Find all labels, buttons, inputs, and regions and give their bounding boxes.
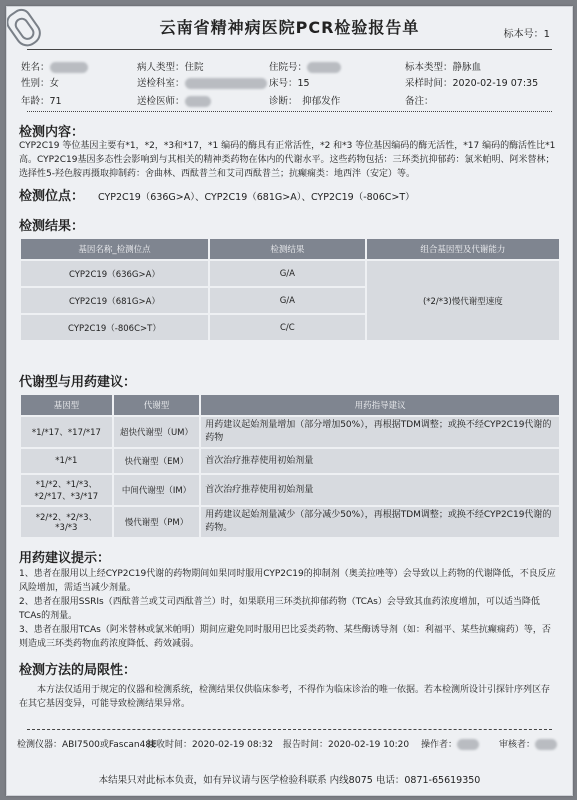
report-page [6,6,573,796]
report-time: 报告时间：2020-02-19 10:20 [283,740,410,750]
results-header-result: 检测结果 [210,239,365,259]
section-metab-title: 代谢型与用药建议： [19,375,137,390]
table-row [21,507,559,537]
patient-sex: 性别：女 [21,78,60,89]
metab-genotype: *1/*2、*1/*3、*2/*17、*3/*17 [21,475,112,505]
metab-advice: 用药建议起始剂量增加（部分增加50%），再根据TDM调整；或换不经CYP2C19代谢的药物 [201,417,559,447]
diagnosis: 诊断： 抑郁发作 [269,96,341,107]
metab-type: 慢代谢型（PM） [114,507,199,537]
table-row [21,449,559,473]
sites-text: CYP2C19（636G>A）、CYP2C19（681G>A）、CYP2C19（-806C>T） [98,192,415,203]
results-header-site: 基因名称_检测位点 [21,239,208,259]
results-site: CYP2C19（681G>A） [21,288,208,313]
metab-header-type: 代谢型 [114,395,199,415]
metab-genotype: *1/*1 [21,449,112,473]
results-value: G/A [210,288,365,313]
results-combined-genotype: (*2/*3)慢代谢型速度 [367,261,559,340]
metab-advice: 首次治疗推荐使用初始剂量 [201,449,559,473]
results-header-combined: 组合基因型及代谢能力 [367,239,559,259]
info-divider [27,111,552,112]
footer-note: 本结果只对此标本负责，如有异议请与医学检验科联系 内线8075 电话：0871-65619350 [98,775,481,786]
metab-advice: 用药建议起始剂量减少（部分减少50%），再根据TDM调整；或换不经CYP2C19代谢的药物。 [201,507,559,537]
footer-divider [27,729,552,730]
collect-time: 采样时间：2020-02-19 07:35 [405,78,539,89]
remark: 备注： [405,96,434,107]
reviewer: 审核者： [499,737,557,750]
metab-advice: 首次治疗推荐使用初始剂量 [201,475,559,505]
section-results-title: 检测结果： [19,219,85,234]
section-sites-title: 检测位点： CYP2C19（636G>A）、CYP2C19（681G>A）、CYP2C19（-806C>T） [19,189,415,204]
metab-header-row [21,395,559,415]
results-site: CYP2C19（-806C>T） [21,315,208,340]
header-divider [27,49,552,50]
results-site: CYP2C19（636G>A） [21,261,208,286]
sending-department: 送检科室： [137,75,267,89]
metab-genotype: *2/*2、*2/*3、*3/*3 [21,507,112,537]
report-title: 云南省精神病医院PCR检验报告单 [159,18,420,37]
metab-type: 超快代谢型（UM） [114,417,199,447]
bed-number: 床号：15 [269,78,310,89]
advice-item-1: 1、患者在服用以上经CYP2C19代谢的药物期间如果同时服用CYP2C19的抑制剂（奥美拉唑等）会导致以上药物的代谢降低，不良反应风险增加，需适当减少剂量。 [19,569,556,593]
metab-type: 中间代谢型（IM） [114,475,199,505]
table-row [21,417,559,447]
patient-name: 姓名： [21,59,88,73]
limit-paragraph: 本方法仅适用于规定的仪器和检测系统，检测结果仅供临床参考，不得作为临床诊治的唯一依据。若本检测所设计引探针序列区存在其它基因变异，可能导致检测结果异常。 [19,685,551,709]
advice-item-3: 3、患者在服用TCAs（阿米替林或氯米帕明）期间应避免同时服用巴比妥类药物、某些酶诱导剂（如：利福平、某些抗癫痫药）等，否则造成三环类药物血药浓度降低、药效减弱。 [19,625,551,649]
results-table [19,237,561,342]
section-limit-title: 检测方法的局限性： [19,663,137,678]
patient-type: 病人类型：住院 [137,62,204,73]
metab-genotype: *1/*17、*17/*17 [21,417,112,447]
sample-type: 标本类型：静脉血 [405,62,482,73]
results-header-row [21,239,559,259]
table-row [21,261,559,286]
metab-header-genotype: 基因型 [21,395,112,415]
content-paragraph: CYP2C19 等位基因主要有*1，*2，*3和*17，*1 编码的酶具有正常活性，*2 和*3 等位基因编码的酶无活性，*17 编码的酶活性比*1高。CYP2C19基因多态性会影响到与其相关的精神类药物在体内的代谢水平。这些药物包括：三环类抗抑郁药：氯米帕明、阿米替林；选择性5-羟色胺再摄取抑制药：舍曲林、西酞普兰和艾司西酞普兰；抗癫痫类：地西泮（安定）等。 [19,141,556,179]
metab-header-advice: 用药指导建议 [201,395,559,415]
results-value: G/A [210,261,365,286]
results-value: C/C [210,315,365,340]
patient-age: 年龄：71 [21,96,62,107]
sending-doctor: 送检医师： [137,93,211,107]
table-row [21,475,559,505]
inpatient-number: 住院号： [269,59,341,73]
section-content-title: 检测内容： [19,125,85,140]
operator: 操作者： [421,737,479,750]
specimen-number: 标本号：1 [503,29,550,40]
section-advice-title: 用药建议提示： [19,551,111,566]
instrument: 检测仪器：ABI7500或Fascan48E [17,740,157,750]
metab-type: 快代谢型（EM） [114,449,199,473]
advice-item-2: 2、患者在服用SSRIs（西酞普兰或艾司西酞普兰）时，如果联用三环类抗抑郁药物（TCAs）会导致其血药浓度增加，可以适当降低TCAs的剂量。 [19,597,540,621]
metabolism-table [19,393,561,539]
receive-time: 接收时间：2020-02-19 08:32 [147,740,274,750]
advice-list [19,567,558,651]
